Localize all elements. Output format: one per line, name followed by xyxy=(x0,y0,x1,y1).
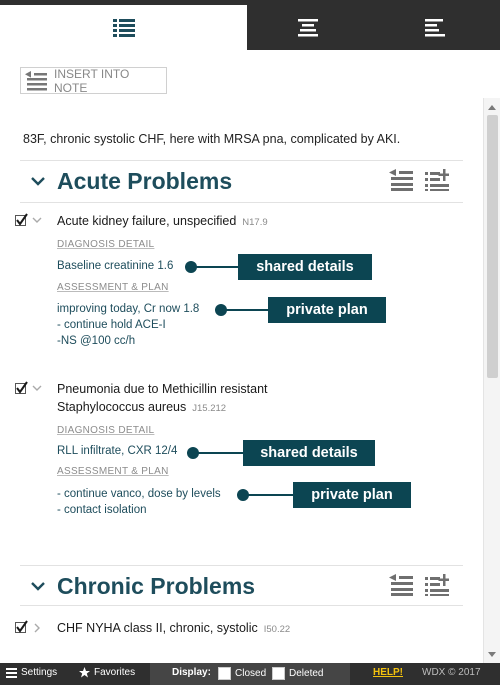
insert-icon xyxy=(25,71,47,91)
favorites-button[interactable] xyxy=(79,667,135,678)
scrollbar-thumb[interactable] xyxy=(487,115,498,378)
section-title: Chronic Problems xyxy=(57,572,256,599)
checkmark-icon xyxy=(15,381,29,395)
icd-code: J15.212 xyxy=(192,403,227,414)
icd-code: N17.9 xyxy=(242,217,268,228)
chevron-down-icon[interactable] xyxy=(32,215,42,225)
callout-dot xyxy=(215,304,227,316)
problem-name xyxy=(57,380,268,418)
section-acute-problems xyxy=(20,160,463,202)
star-icon xyxy=(79,667,90,678)
view-tabbar xyxy=(0,0,500,50)
insert-into-note-button[interactable] xyxy=(20,67,167,94)
add-problem-icon[interactable] xyxy=(425,169,449,191)
settings-button[interactable] xyxy=(6,667,57,678)
align-center-icon xyxy=(298,18,318,38)
display-filter xyxy=(150,663,350,685)
chevron-down-icon[interactable] xyxy=(30,578,46,594)
problem-checkbox[interactable] xyxy=(15,215,26,226)
closed-checkbox[interactable] xyxy=(218,667,231,680)
callout-label: shared details xyxy=(243,440,375,466)
problem-checkbox[interactable] xyxy=(15,622,26,633)
section-divider xyxy=(20,605,463,606)
section-chronic-problems xyxy=(20,565,463,607)
add-problem-icon[interactable] xyxy=(425,574,449,596)
help-link[interactable]: HELP! xyxy=(373,667,403,678)
closed-label: Closed xyxy=(235,668,267,679)
callout-dot xyxy=(185,261,197,273)
section-title: Acute Problems xyxy=(57,167,233,194)
display-label: Display: xyxy=(172,667,211,678)
callout-label: private plan xyxy=(268,297,386,323)
assessment-plan-label: ASSESSMENT & PLAN xyxy=(57,466,169,477)
closed-toggle[interactable] xyxy=(218,667,266,680)
problem-name-line2: Staphylococcus aureus xyxy=(57,400,187,414)
tab-center-view[interactable] xyxy=(247,5,369,50)
hamburger-icon xyxy=(6,668,17,678)
plan-line[interactable]: - continue hold ACE-I xyxy=(57,319,166,331)
callout-label: shared details xyxy=(238,254,372,280)
callout-label: private plan xyxy=(293,482,411,508)
problem-name xyxy=(57,212,268,232)
section-actions xyxy=(389,574,449,596)
chevron-right-icon[interactable] xyxy=(32,623,42,633)
plan-line[interactable]: - contact isolation xyxy=(57,504,147,516)
deleted-label: Deleted xyxy=(289,668,324,679)
vertical-scrollbar[interactable] xyxy=(483,98,500,663)
deleted-toggle[interactable] xyxy=(272,667,323,680)
tab-outline-view[interactable] xyxy=(369,5,500,50)
section-divider xyxy=(20,202,463,203)
plan-line[interactable]: -NS @100 cc/h xyxy=(57,335,136,347)
diagnosis-detail-text[interactable]: RLL infiltrate, CXR 12/4 xyxy=(57,445,178,457)
patient-summary: 83F, chronic systolic CHF, here with MRSA pna, complicated by AKI. xyxy=(23,132,401,146)
tab-list-view[interactable] xyxy=(0,5,247,50)
plan-line[interactable]: improving today, Cr now 1.8 xyxy=(57,303,200,315)
settings-label: Settings xyxy=(21,667,58,678)
favorites-label: Favorites xyxy=(94,667,136,678)
callout-line xyxy=(191,266,243,268)
problem-checkbox[interactable] xyxy=(15,383,26,394)
section-actions xyxy=(389,169,449,191)
problem-name-text: Acute kidney failure, unspecified xyxy=(57,214,237,228)
scroll-up-arrow-icon[interactable] xyxy=(488,105,496,110)
checkmark-icon xyxy=(15,213,29,227)
diagnosis-detail-label: DIAGNOSIS DETAIL xyxy=(57,239,155,250)
callout-line xyxy=(221,309,273,311)
insert-section-icon[interactable] xyxy=(389,574,413,596)
diagnosis-detail-text[interactable]: Baseline creatinine 1.6 xyxy=(57,260,174,272)
icd-code: I50.22 xyxy=(263,624,291,635)
callout-line xyxy=(243,494,298,496)
diagnosis-detail-label: DIAGNOSIS DETAIL xyxy=(57,425,155,436)
problem-name xyxy=(57,619,290,639)
problem-name-text: CHF NYHA class II, chronic, systolic xyxy=(57,621,258,635)
chevron-down-icon[interactable] xyxy=(30,173,46,189)
insert-section-icon[interactable] xyxy=(389,169,413,191)
problem-name-line1: Pneumonia due to Methicillin resistant xyxy=(57,382,268,396)
checkmark-icon xyxy=(15,620,29,634)
problem-list-scroll xyxy=(0,98,500,663)
chevron-down-icon[interactable] xyxy=(32,383,42,393)
list-icon xyxy=(113,18,135,38)
callout-line xyxy=(193,452,248,454)
footer-bar xyxy=(0,663,500,685)
outline-icon xyxy=(425,18,445,38)
callout-dot xyxy=(237,489,249,501)
copyright-text: WDX © 2017 xyxy=(422,667,481,678)
deleted-checkbox[interactable] xyxy=(272,667,285,680)
callout-dot xyxy=(187,447,199,459)
assessment-plan-label: ASSESSMENT & PLAN xyxy=(57,282,169,293)
insert-into-note-label: INSERT INTO NOTE xyxy=(54,66,130,95)
scroll-down-arrow-icon[interactable] xyxy=(488,652,496,657)
plan-line[interactable]: - continue vanco, dose by levels xyxy=(57,488,221,500)
